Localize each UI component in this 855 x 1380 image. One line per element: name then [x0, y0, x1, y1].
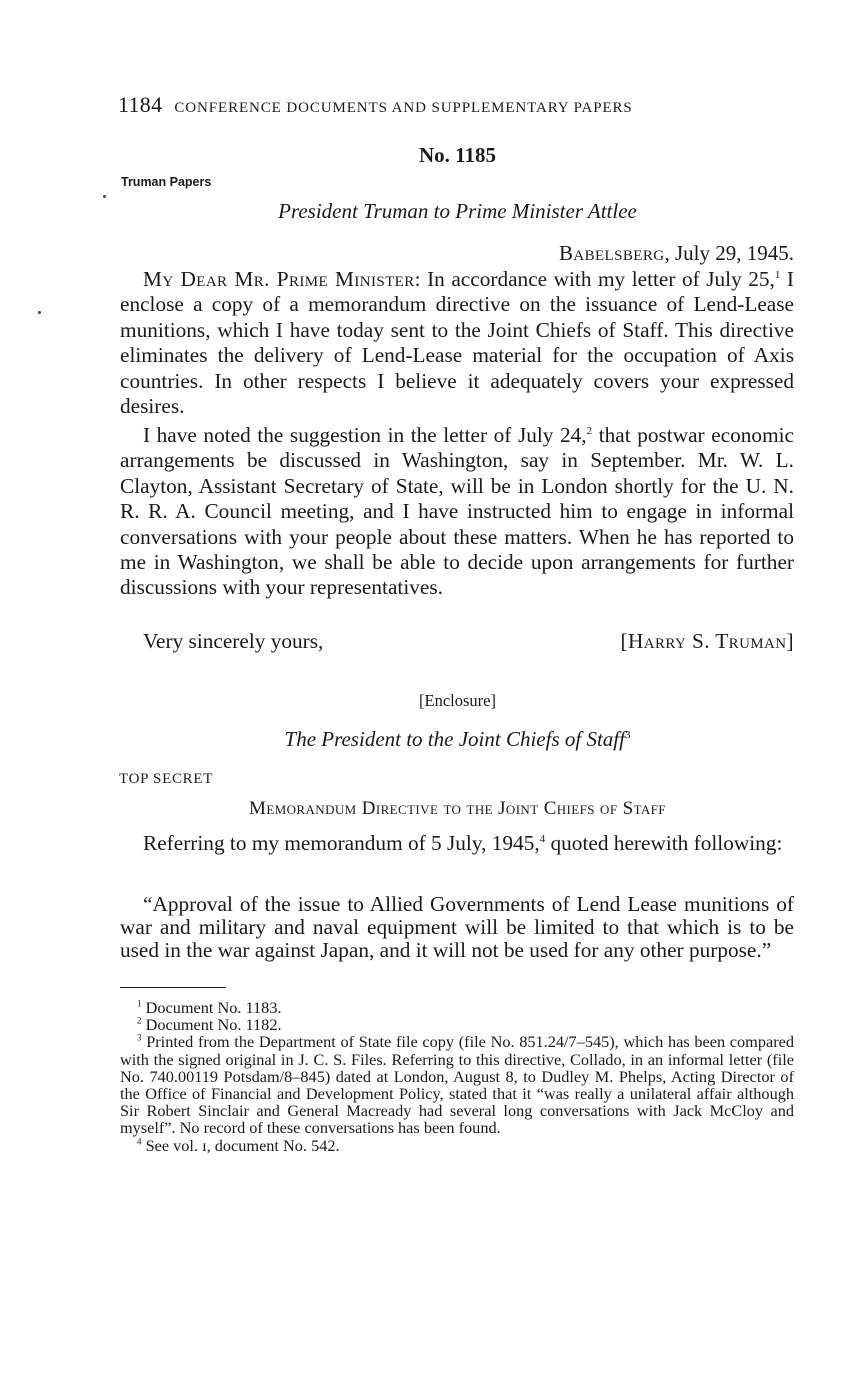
dateline-place: Babelsberg [558, 241, 665, 265]
enclosure-label: [Enclosure] [419, 691, 496, 710]
enclosure-heading [0, 727, 855, 752]
document-number: No. 1185 [418, 143, 496, 167]
paragraph-text: I have noted the suggestion in the letter of July 24, [143, 423, 587, 447]
signature: [Harry S. Truman] [620, 629, 794, 653]
page-number: 1184 [118, 92, 163, 117]
footnote-text: Document No. 1182. [141, 1015, 282, 1035]
footnotes [120, 999, 794, 1154]
footnote-ref: 3 [624, 729, 631, 741]
footnote-text: Printed from the Department of State file copy (file No. 851.24/7–545), which has been compared with the signed original in J. C. S. Files. Referring to this directive, Collado, in an informal letter (file No. 740.00119 Potsdam/8–845) dated at London, August 8, to Dudley M. Phelps, Acting Director of the Office of Financial and Development Policy, stated that it “was really a unilateral affair although Sir Robert Sinclair and General Macready had several long conversations with Jack McCloy and myself”. No record of these conversations has been found. [120, 1032, 794, 1138]
running-title: CONFERENCE DOCUMENTS AND SUPPLEMENTARY PAPERS [174, 100, 633, 116]
classification-label: TOP SECRET [119, 771, 214, 787]
footnote [120, 1033, 794, 1136]
margin-dot [103, 195, 106, 198]
paragraph-text: : In accordance with my letter of July 25, [414, 267, 775, 291]
quoted-memorandum: “Approval of the issue to Allied Governments of Lend Lease munitions of war and military and naval equipment will be limited to that which is to be used in the war against Japan, and it will not be used for any other purpose.” [120, 892, 794, 962]
footnote-text: Document No. 1183. [141, 998, 282, 1017]
source-label: Truman Papers [121, 175, 212, 189]
footnote-marker: 3 [137, 1032, 142, 1043]
salutation: My Dear Mr. Prime Minister [143, 267, 415, 291]
footnote-marker: 4 [137, 1136, 142, 1147]
footnote-ref: 4 [539, 832, 546, 845]
memo-title: Memorandum Directive to the Joint Chiefs of Staff [249, 798, 666, 819]
footnote [120, 1016, 794, 1033]
paragraph-text: that postwar economic arrangements be discussed in Washington, say in September. Mr. W. L. Clayton, Assistant Secretary of State, will be in London shortly for the U. N. R. R. A. Council meeting, and I have instructed him to engage in informal conversations with your people about these matters. When he has reported to me in Washington, we shall be able to decide upon arrangements for further discussions with your representatives. [120, 423, 794, 600]
letter-paragraph-2 [120, 423, 794, 601]
footnote-divider [120, 987, 226, 988]
footnote-text: See vol. ɪ, document No. 542. [141, 1135, 340, 1155]
dateline-date: , July 29, 1945. [664, 241, 794, 265]
paragraph-text: I enclose a copy of a memorandum directive on the issuance of Lend-Lease munitions, which I have today sent to the Joint Chiefs of Staff. This directive eliminates the delivery of Lend-Lease material for the occupation of Axis countries. In other respects I believe it adequately covers your expressed desires. [120, 267, 794, 419]
running-head [118, 92, 798, 118]
margin-dot [38, 311, 41, 314]
memo-paragraph [120, 831, 794, 856]
dateline [559, 241, 794, 266]
closing: Very sincerely yours, [143, 629, 324, 653]
letter-heading: President Truman to Prime Minister Attlee [278, 199, 637, 223]
footnote-ref: 1 [774, 268, 781, 281]
paragraph-text: quoted herewith following: [545, 831, 783, 855]
footnote-ref: 2 [586, 424, 593, 437]
paragraph-text: Referring to my memorandum of 5 July, 1945, [143, 831, 540, 855]
footnote [120, 999, 794, 1016]
footnote-marker: 2 [137, 1015, 142, 1026]
footnote [120, 1137, 794, 1154]
letter-paragraph-1 [120, 267, 794, 419]
footnote-marker: 1 [137, 998, 142, 1009]
enclosure-heading-text: The President to the Joint Chiefs of Staff [284, 727, 625, 751]
